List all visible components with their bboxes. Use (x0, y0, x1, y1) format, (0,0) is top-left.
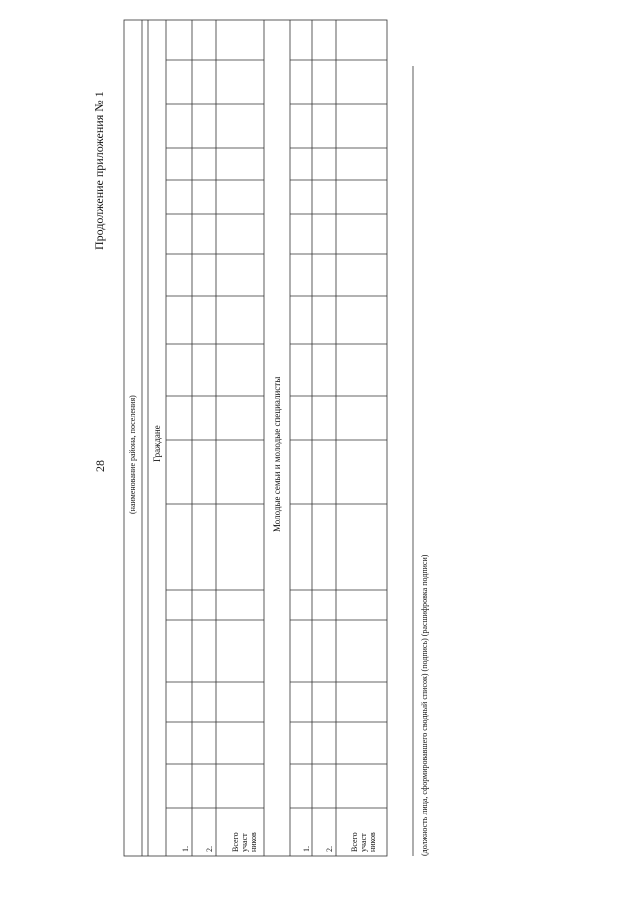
young-column-lines (290, 60, 387, 808)
row-label-citizens-2: 2. (205, 846, 214, 852)
row-label-young-2: 2. (325, 846, 334, 852)
signature-caption: (должность лица, сформировавшего сводный список) (подпись) (расшифровка подписи) (420, 554, 429, 856)
section-young-families: Молодые семьи и молодые специалисты (272, 376, 282, 532)
area-caption: (наименование района, поселения) (128, 395, 137, 514)
page-number: 28 (93, 460, 107, 472)
appendix-continuation-header: Продолжение приложения № 1 (92, 91, 106, 250)
row-label-citizens-1: 1. (181, 846, 190, 852)
citizens-column-lines (166, 60, 264, 808)
row-label-citizens-total: Всего участ ников (231, 832, 258, 852)
section-citizens: Граждане (152, 425, 162, 462)
table-border (124, 20, 387, 856)
row-label-young-total: Всего участ ников (350, 832, 377, 852)
row-label-young-1: 1. (302, 846, 311, 852)
